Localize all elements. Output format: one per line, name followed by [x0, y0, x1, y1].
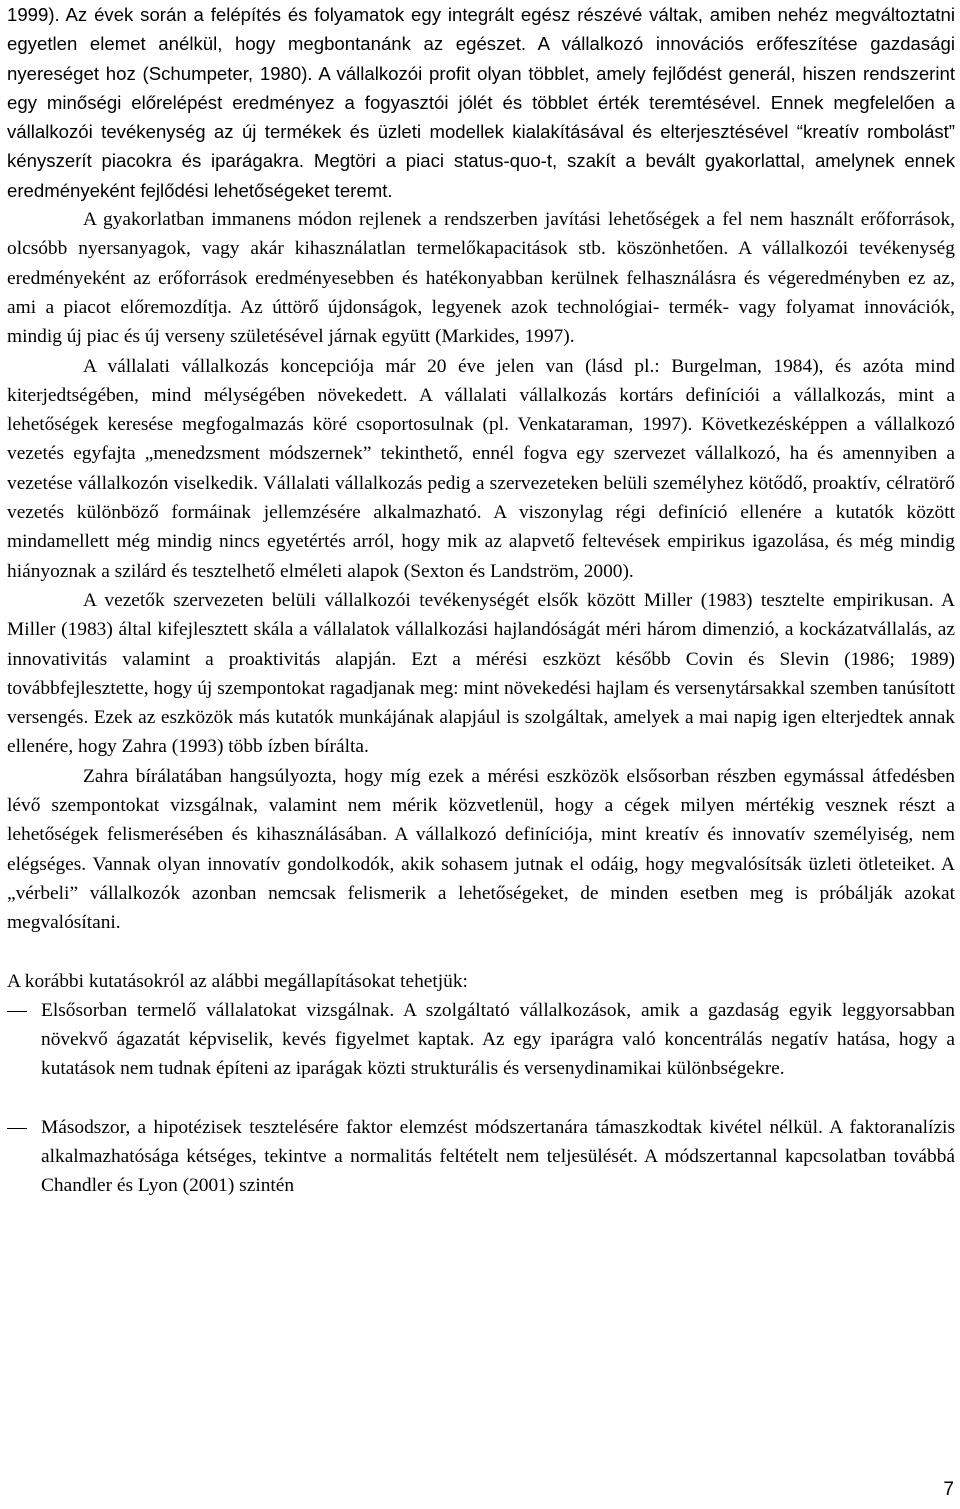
paragraph-5: Zahra bírálatában hangsúlyozta, hogy míg ezek a mérési eszközök elsősorban részben egymással átfedésben lévő szempontokat vizsgálnak, valamint nem mérik közvetlenül, hogy a cégek milyen mértékig vesznek részt a lehetőségek felismerésében és kihasználásában. A vállalkozó definíciója, mint kreatív és innovatív személyiség, nem elégséges. Vannak olyan innovatív gondolkodók, akik sohasem jutnak el odáig, hogy megvalósítsák üzleti ötleteiket. A „vérbeli” vállalkozók azonban nemcsak felismerik a lehetőségeket, de minden esetben meg is próbálják azokat megvalósítani.	[7, 765, 955, 934]
spacer	[7, 1084, 955, 1113]
page-number: 7	[943, 1479, 954, 1500]
list-intro: A korábbi kutatásokról az alábbi megállapításokat tehetjük:	[7, 970, 468, 992]
paragraph-4: A vezetők szervezeten belüli vállalkozói tevékenységét elsők között Miller (1983) tesztelte empirikusan. A Miller (1983) által kifejlesztett skála a vállalatok vállalkozási hajlandóságát méri három dimenzió, a kockázatvállalás, az innovativitás valamint a proaktivitás alapján. Ezt a mérési eszközt később Covin és Slevin (1986; 1989) továbbfejlesztette, hogy új szempontokat ragadjanak meg: mint növekedési hajlam és versenytársakkal szemben tanúsított versengés. Ezek az eszközök más kutatók munkájának alapjául is szolgáltak, amelyek a mai napig igen elterjedtek annak ellenére, hogy Zahra (1993) több ízben bírálta.	[7, 589, 955, 758]
document-page	[7, 0, 955, 1201]
paragraph-1: 1999). Az évek során a felépítés és folyamatok egy integrált egész részévé váltak, amiben nehéz megváltoztatni egyetlen elemet anélkül, hogy megbontanánk az egészet. A vállalkozó innovációs erőfeszítése gazdasági nyereséget hoz (Schumpeter, 1980). A vállalkozói profit olyan többlet, amely fejlődést generál, hiszen rendszerint egy minőségi előrelépést eredményez a fogyasztói jólét és többlet érték teremtésével. Ennek megfelelően a vállalkozói tevékenység az új termékek és üzleti modellek kialakításával és elterjesztésével “kreatív rombolást” kényszerít piacokra és iparágakra. Megtöri a piaci status-quo-t, szakít a bevált gyakorlattal, amelynek ennek eredményeként fejlődési lehetőségeket teremt.	[7, 4, 955, 201]
list-item-text: Elsősorban termelő vállalatokat vizsgálnak. A szolgáltató vállalkozások, amik a gazdaság egyik leggyorsabban növekvő ágazatát képviselik, kevés figyelmet kaptak. Az egy iparágra való koncentrálás negatív hatása, hogy a kutatások nem tudnak építeni az iparágak közti strukturális és versenydinamikai különbségekre.	[41, 999, 955, 1080]
spacer	[7, 938, 955, 967]
paragraph-2: A gyakorlatban immanens módon rejlenek a rendszerben javítási lehetőségek a fel nem használt erőforrások, olcsóbb nyersanyagok, vagy akár kihasználatlan termelőkapacitások stb. köszönhetően. A vállalkozói tevékenység eredményeként az erőforrások eredményesebben és hatékonyabban kerülnek felhasználásra és végeredményben ez az, ami a piacot előremozdítja. Az úttörő újdonságok, legyenek azok technológiai- termék- vagy folyamat innovációk, mindig új piac és új verseny születésével járnak együtt (Markides, 1997).	[7, 209, 955, 348]
list-item-text: Másodszor, a hipotézisek tesztelésére faktor elemzést módszertanára támaszkodtak kivétel nélkül. A faktoranalízis alkalmazhatósága kétséges, tekintve a normalitás feltételt nem teljesülését. A módszertannal kapcsolatban továbbá Chandler és Lyon (2001) szintén	[41, 1116, 955, 1197]
paragraph-3: A vállalati vállalkozás koncepciója már 20 éve jelen van (lásd pl.: Burgelman, 1984), és azóta mind kiterjedtségében, mind mélységében növekedett. A vállalati vállalkozás kortárs definíciói a vállalkozás, mint a lehetőségek keresése megfogalmazás köré csoportosulnak (pl. Venkataraman, 1997). Következésképpen a vállalkozó vezetés egyfajta „menedzsment módszernek” tekinthető, ennél fogva egy szervezet vállalkozó, ha és amennyiben a vezetése vállalkozón viselkedik. Vállalati vállalkozás pedig a szervezeteken belüli személyhez kötődő, proaktív, célratörő vezetés különböző formáinak jellemzésére alkalmazható. A viszonylag régi definíció ellenére a kutatók között mindamellett még mindig nincs egyetértés arról, hogy mik az alapvető feltevések empirikus igazolása, és még mindig hiányoznak a szilárd és tesztelhető elméleti alapok (Sexton és Landström, 2000).	[7, 355, 955, 582]
list-item	[7, 996, 955, 1084]
dash-bullet-icon	[7, 996, 41, 1025]
list-item	[7, 1113, 955, 1201]
dash-bullet-icon	[7, 1113, 41, 1142]
